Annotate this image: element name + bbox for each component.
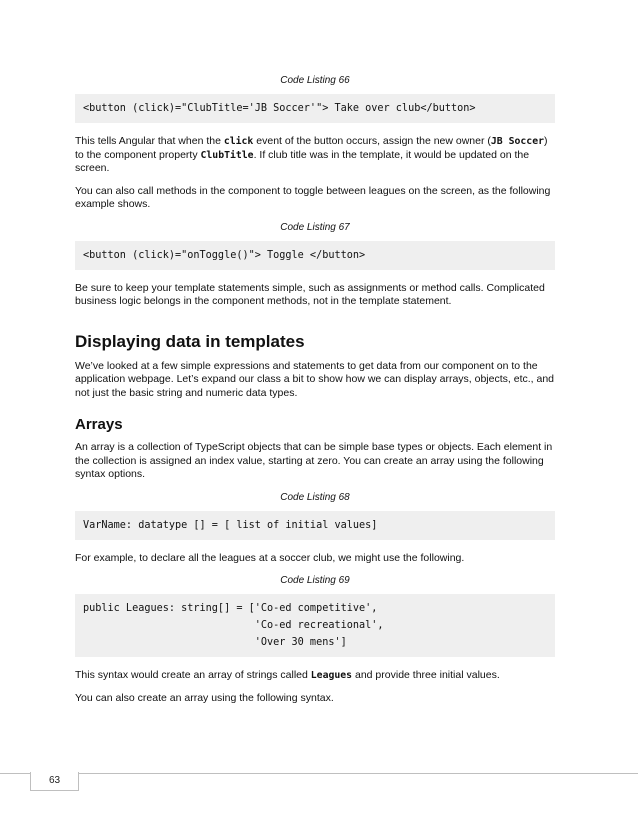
text-run: event of the button occurs, assign the new owner ( — [253, 135, 491, 147]
text-run: and provide three initial values. — [352, 669, 500, 681]
page-content — [75, 74, 555, 714]
code-line: 'Over 30 mens'] — [83, 637, 347, 648]
section-heading-arrays: Arrays — [75, 416, 123, 433]
code-listing-caption-68: Code Listing 68 — [280, 491, 350, 503]
footer-rule — [0, 773, 638, 774]
paragraph-click-event — [75, 135, 555, 176]
code-listing-caption-67: Code Listing 67 — [280, 221, 350, 233]
code-line: <button (click)="ClubTitle='JB Soccer'"> Take over club</button> — [83, 103, 476, 114]
code-line: VarName: datatype [] = [ list of initial values] — [83, 519, 378, 531]
section-heading-displaying-data: Displaying data in templates — [75, 331, 305, 351]
code-listing-caption-66: Code Listing 66 — [280, 75, 350, 86]
inline-code-jb-soccer: JB Soccer — [490, 136, 544, 147]
paragraph-toggle-methods: You can also call methods in the component to toggle between leagues on the screen, as the following example shows. — [75, 184, 551, 210]
paragraph-leagues-array — [75, 669, 555, 683]
inline-code-clubtitle: ClubTitle — [200, 149, 254, 161]
code-listing-69 — [75, 594, 555, 657]
inline-code-leagues: Leagues — [310, 670, 353, 681]
text-run: This syntax would create an array of strings called — [75, 669, 311, 681]
paragraph-alternate-syntax: You can also create an array using the following syntax. — [75, 691, 334, 704]
inline-code-click: click — [223, 136, 254, 147]
text-run: This tells Angular that when the — [75, 135, 224, 147]
paragraph-leagues-example: For example, to declare all the leagues at a soccer club, we might use the following. — [75, 551, 465, 564]
paragraph-expressions: We’ve looked at a few simple expressions and statements to get data from our component on to the application webpage. Let’s expand our class a bit to show how we can display arrays, objects, etc., and not just the basic string and numeric data types. — [75, 359, 555, 399]
code-listing-68 — [75, 511, 555, 540]
code-line: 'Co-ed recreational', — [83, 620, 384, 631]
code-listing-caption-69: Code Listing 69 — [280, 575, 350, 586]
page-number: 63 — [30, 772, 79, 791]
paragraph-array-definition: An array is a collection of TypeScript objects that can be simple base types or objects. Each element in the collection is assigned an index value, starting at zero. You can create an array using the following syntax options. — [75, 441, 553, 480]
text-run: . If club title was in the template, it would be updated on the screen. — [75, 148, 530, 174]
code-listing-66 — [75, 94, 555, 123]
code-line: <button (click)="onToggle()"> Toggle </button> — [83, 249, 366, 261]
paragraph-keep-simple: Be sure to keep your template statements simple, such as assignments or method calls. Complicated business logic belongs in the component methods, not in the template statement. — [75, 281, 545, 307]
code-listing-67 — [75, 241, 555, 270]
text-run: ) to the component property — [75, 135, 548, 161]
code-line: public Leagues: string[] = ['Co-ed competitive', — [83, 603, 378, 614]
